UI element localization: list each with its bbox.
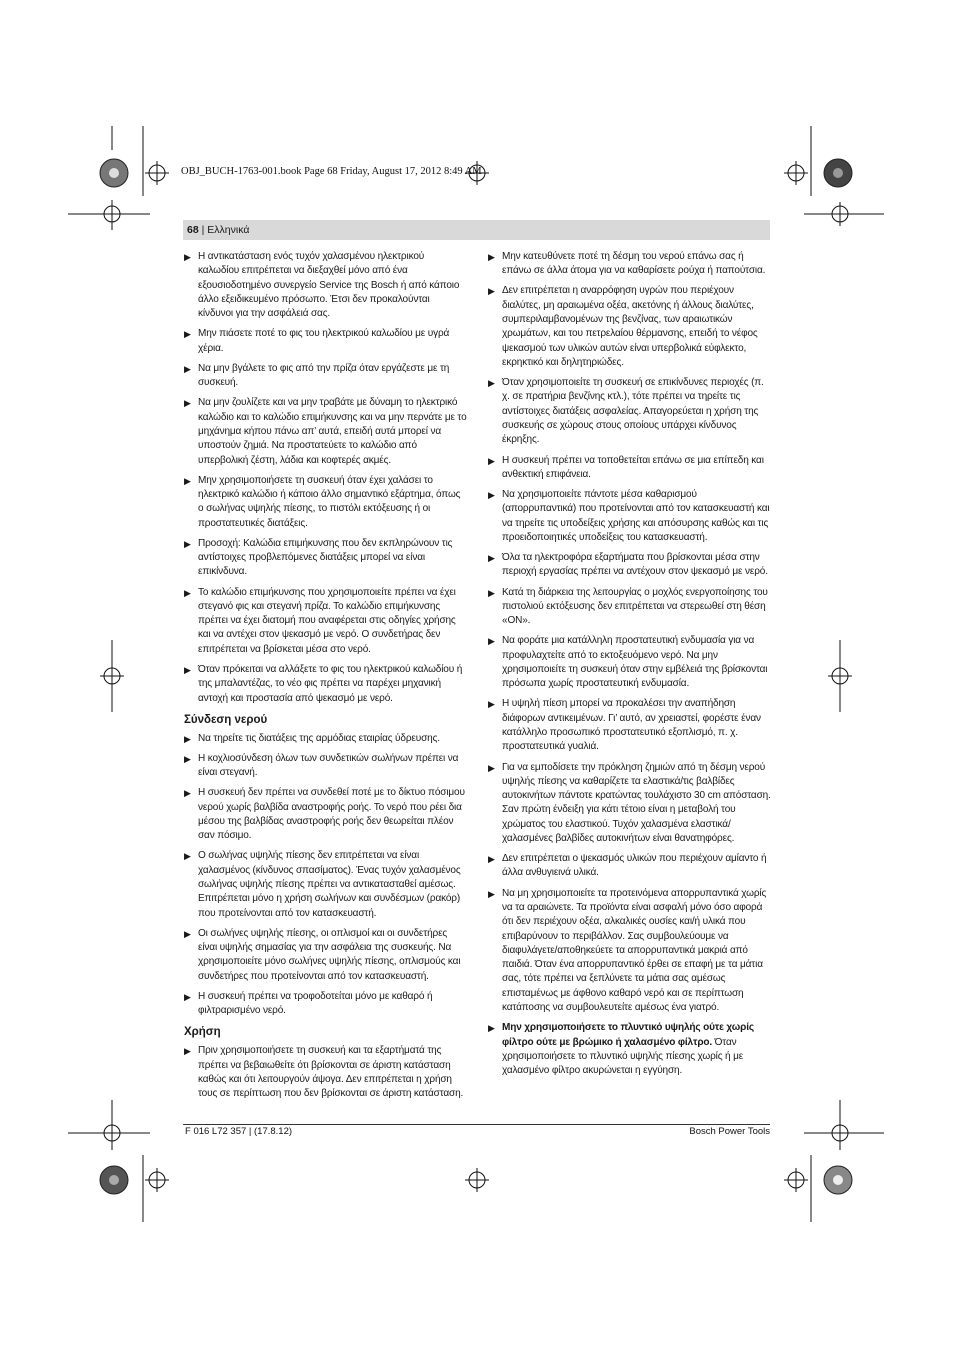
bullet-arrow-icon: ▶ [184, 1046, 191, 1057]
bullet-arrow-icon: ▶ [488, 455, 495, 466]
list-item [184, 752, 467, 781]
bullet-arrow-icon: ▶ [184, 788, 191, 799]
left-items-use [184, 1044, 467, 1101]
bullet-arrow-icon: ▶ [488, 699, 495, 710]
bullet-arrow-icon: ▶ [184, 538, 191, 549]
list-item-text: Δεν επιτρέπεται η αναρρόφηση υγρών που περιέχουν διαλύτες, μη αραιωμένα οξέα, ακετόνης ή άλλους διαλύτες, συμπεριλαμβανομένων της βενζίνας, των αραιωτικών χρωμάτων, και του πετρελαίου θέρμανσης, επειδή το νέφος ψεκασμού των υλικών αυτών είναι υπερβολικά εύφλεκτο, εκρηκτικό και δηλητηριώδες. [502, 285, 758, 368]
list-item [488, 852, 771, 881]
list-item-text: Μην κατευθύνετε ποτέ τη δέσμη του νερού επάνω σας ή επάνω σε άλλα άτομα για να καθαρίσετε ρούχα ή παπούτσια. [502, 251, 766, 277]
bullet-arrow-icon: ▶ [184, 851, 191, 862]
list-item-text: Όταν χρησιμοποιείτε τη συσκευή σε επικίνδυνες περιοχές (π. χ. σε πρατήρια βενζίνης κτλ.), τότε πρέπει να τηρείτε τις αντίστοιχες διατάξεις ασφαλείας. Απαγορεύεται η χρήση της συσκευής σε χώρους στους οποίους υπάρχει κίνδυνος έκρηξης. [502, 377, 764, 446]
bullet-arrow-icon: ▶ [488, 378, 495, 389]
list-item [184, 927, 467, 984]
list-item [488, 634, 771, 691]
header-separator: | [201, 224, 205, 236]
bullet-arrow-icon: ▶ [184, 733, 191, 744]
list-item-text: Ο σωλήνας υψηλής πίεσης δεν επιτρέπεται να είναι χαλασμένος (κίνδυνος σπασίματος). Ένας τυχόν χαλασμένος σωλήνας υψηλής πίεσης πρέπει να αντικατασταθεί αμέσως. Επιτρέπεται μόνο η χρήση σωλήνων και συνδέσμων (ρακόρ) που προτείνονται από τον κατασκευαστή. [198, 850, 461, 919]
list-item [184, 849, 467, 920]
footer-rule [183, 1124, 770, 1125]
bullet-arrow-icon: ▶ [184, 587, 191, 598]
list-item-text: Η αντικατάσταση ενός τυχόν χαλασμένου ηλεκτρικού καλωδίου επιτρέπεται να διεξαχθεί μόνο από ένα εξουσιοδοτημένο συνεργείο Service της Bosch ή από κάποιο άλλο εξειδικευμένο πρόσωπο. Έτσι δεν προκαλούνται κίνδυνοι για την ασφάλειά σας. [198, 251, 460, 320]
bullet-arrow-icon: ▶ [184, 664, 191, 675]
list-item-text: Όλα τα ηλεκτροφόρα εξαρτήματα που βρίσκονται μέσα στην περιοχή εργασίας πρέπει να αντέχουν στον ψεκασμό με νερό. [502, 552, 768, 578]
list-item [488, 1021, 771, 1078]
list-item [184, 663, 467, 706]
list-item-text: Να τηρείτε τις διατάξεις της αρμόδιας εταιρίας ύδρευσης. [198, 732, 440, 744]
bullet-arrow-icon: ▶ [488, 553, 495, 564]
bullet-arrow-icon: ▶ [184, 753, 191, 764]
list-item [488, 284, 771, 370]
list-item [488, 376, 771, 447]
list-item-text: Η συσκευή πρέπει να τοποθετείται επάνω σε μια επίπεδη και ανθεκτική επιφάνεια. [502, 454, 764, 480]
bullet-arrow-icon: ▶ [184, 928, 191, 939]
list-item-text: Δεν επιτρέπεται ο ψεκασμός υλικών που περιέχουν αμίαντο ή άλλα ανθυγιεινά υλικά. [502, 853, 767, 879]
list-item [488, 761, 771, 847]
warning-bold-text: Μην χρησιμοποιήσετε το πλυντικό υψηλής ούτε χωρίς φίλτρο ούτε με βρώμικο ή χαλασμένο φίλτρο. [502, 1022, 754, 1048]
list-item-text: Μην πιάσετε ποτέ το φις του ηλεκτρικού καλωδίου με υγρά χέρια. [198, 328, 450, 354]
footer-doc-code: F 016 L72 357 | (17.8.12) [185, 1126, 293, 1137]
list-item-text: Να μη χρησιμοποιείτε τα προτεινόμενα απορρυπαντικά χωρίς να τα αραιώνετε. Τα προϊόντα είναι ασφαλή μόνο όσο αφορά ότι δεν περιέχουν οξέα, αλκαλικές ουσίες και/ή υλικά που επιβαρύνουν το περιβάλλον. Σας συμβουλεύουμε να διαφυλάγετε/αποθηκεύετε τα απορρυπαντικά μακριά από παιδιά. Όταν ένα απορρυπαντικό έρθει σε επαφή με τα μάτια σας, τότε πρέπει να ξεπλύνετε τα μάτια σας αμέσως επισταμένως με άφθονο καθαρό νερό και σε περίπτωση κατάποσης να συμβουλευτείτε αμέσως ένα γιατρό. [502, 887, 767, 1014]
list-item-text: Μην χρησιμοποιήσετε τη συσκευή όταν έχει χαλάσει το ηλεκτρικό καλώδιο ή κάποιο άλλο σημαντικό εξάρτημα, όπως ο σωλήνας υψηλής πίεσης, το πιστόλι εκτόξευσης ή οι προστατευτικές διατάξεις. [198, 474, 461, 529]
list-item [488, 454, 771, 483]
list-item [488, 488, 771, 545]
footer-brand: Bosch Power Tools [689, 1126, 770, 1137]
bullet-arrow-icon: ▶ [488, 490, 495, 501]
bullet-arrow-icon: ▶ [184, 475, 191, 486]
list-item-text: Όταν πρόκειται να αλλάξετε το φις του ηλεκτρικού καλωδίου ή της μπαλαντέζας, το νέο φις πρέπει να παρέχει μηχανική αντοχή και προστασία από ψεκασμό με νερό. [198, 663, 463, 704]
bullet-arrow-icon: ▶ [488, 762, 495, 773]
bullet-arrow-icon: ▶ [184, 363, 191, 374]
bullet-arrow-icon: ▶ [488, 252, 495, 262]
list-item-text: Η υψηλή πίεση μπορεί να προκαλέσει την αναπήδηση διάφορων αντικειμένων. Γι’ αυτό, αν χρειαστεί, φορέστε έναν κατάλληλο προσωπικό προστατευτικό εξοπλισμό, π. χ. προστατευτικά γυαλιά. [502, 698, 761, 753]
bullet-arrow-icon: ▶ [488, 888, 495, 899]
list-item-text: Για να εμποδίσετε την πρόκληση ζημιών από τη δέσμη νερού υψηλής πίεσης να καθαρίζετε τα ελαστικά/τις βαλβίδες αυτοκινήτων πάντοτε κρατώντας τουλάχιστο 30 cm απόσταση. Σαν πρώτη ένδειξη για κάτι τέτοιο είναι η μεταβολή του χρώματος του ελαστικού. Τυχόν χαλασμένα ελαστικά/χαλασμένες βαλβίδες αυτοκινήτων είναι θανατηφόρες. [502, 761, 771, 844]
bullet-arrow-icon: ▶ [184, 991, 191, 1002]
list-item [488, 250, 771, 279]
bullet-arrow-icon: ▶ [488, 1023, 495, 1034]
list-item [184, 786, 467, 843]
list-item [184, 1044, 467, 1101]
list-item-text: Η κοχλιοσύνδεση όλων των συνδετικών σωλήνων πρέπει να είναι στεγανή. [198, 752, 459, 779]
left-items-water [184, 732, 467, 1019]
warning-text: Όταν χρησιμοποιήσετε το πλυντικό υψηλής πίεσης χωρίς ή με χαλασμένο φίλτρο ακυρώνεται η εγγύηση. [502, 1036, 744, 1077]
right-items [488, 250, 771, 1015]
list-item-text: Κατά τη διάρκεια της λειτουργίας ο μοχλός ενεργοποίησης του πιστολιού εκτόξευσης δεν επιτρέπεται να στερεωθεί στη θέση «ON». [502, 586, 768, 627]
list-item [184, 327, 467, 356]
list-item [184, 362, 467, 391]
list-item-text: Να χρησιμοποιείτε πάντοτε μέσα καθαρισμού (απορρυπαντικά) που προτείνονται από τον κατασκευαστή και να τηρείτε τις υποδείξεις χρήσης και απόσυρσης καθώς και τις προειδοποιητικές υποδείξεις του κατασκευαστή. [502, 489, 770, 543]
bullet-arrow-icon: ▶ [184, 252, 191, 262]
bullet-arrow-icon: ▶ [184, 329, 191, 340]
bullet-arrow-icon: ▶ [488, 286, 495, 297]
list-item-text: Η συσκευή δεν πρέπει να συνδεθεί ποτέ με το δίκτυο πόσιμου νερού χωρίς βαλβίδα αναστροφής ροής. Το νερό που ρέει δια μέσου της βαλβίδας αναστροφής ροής δεν θεωρείται πλέον σαν πόσιμο. [198, 787, 465, 842]
bullet-arrow-icon: ▶ [184, 398, 191, 409]
list-item [488, 887, 771, 1016]
list-item [184, 474, 467, 531]
list-item [184, 250, 467, 321]
list-item-text: Οι σωλήνες υψηλής πίεσης, οι οπλισμοί και οι συνδετήρες είναι υψηλής σημασίας για την ασφάλεια της συσκευής. Να χρησιμοποιείτε μόνο σωλήνες υψηλής πίεσης, οπλισμούς και συνδετήρες που προτείνονται από τον κατασκευαστή. [198, 927, 461, 982]
list-item-text: Το καλώδιο επιμήκυνσης που χρησιμοποιείτε πρέπει να έχει στεγανό φις και στεγανή πρίζα. Το καλώδιο επιμήκυνσης πρέπει να έχει διατομή που αναφέρεται στις οδηγίες χρήσης και να αντέχει στον ψεκασμό με νερό. Ο συνδετήρας δεν επιτρέπεται να βρίσκεται μέσα στο νερό. [198, 586, 456, 655]
list-item-text: Προσοχή: Καλώδια επιμήκυνσης που δεν εκπληρώνουν τις αντίστοιχες προβλεπόμενες διατάξεις μπορεί να είναι επικίνδυνα. [198, 537, 453, 578]
list-item-text: Να φοράτε μια κατάλληλη προστατευτική ενδυμασία για να προφυλαχτείτε από το εκτοξευόμενο νερό. Να μην χρησιμοποιείτε τη συσκευή όταν στην εμβέλειά της βρίσκονται πρόσωπα χωρίς προστατευτική ενδυμασία. [502, 635, 768, 690]
list-item [184, 396, 467, 467]
page-number: 68 [187, 224, 199, 236]
list-item [184, 990, 467, 1019]
list-item-text: Πριν χρησιμοποιήσετε τη συσκευή και τα εξαρτήματά της πρέπει να βεβαιωθείτε ότι βρίσκονται σε άριστη κατάσταση καθώς και ότι λειτουργούν άψογα. Δεν επιτρέπεται η χρήση τους σε περίπτωση που δεν βρίσκονται σε άριστη κατάσταση. [198, 1045, 464, 1100]
bullet-arrow-icon: ▶ [488, 636, 495, 647]
heading-water-connection: Σύνδεση νερού [184, 713, 268, 726]
list-item-text: Να μην ζουλίζετε και να μην τραβάτε με δύναμη το ηλεκτρικό καλώδιο και το καλώδιο επιμήκυνσης και να μην περνάτε με το μηχάνημα κήπου πάνω απ’ αυτά, επειδή αυτά μπορεί να υποστούν ζημιά. Να προστατεύετε το καλώδιο από υπερβολική ζέστη, λάδια και κοφτερές ακμές. [198, 397, 467, 466]
left-items-top [184, 250, 467, 706]
page-header [183, 220, 770, 240]
header-language: Ελληνικά [207, 224, 250, 236]
right-column [488, 250, 771, 1084]
list-item [488, 697, 771, 754]
list-item [184, 537, 467, 580]
list-item [488, 551, 771, 580]
heading-usage: Χρήση [184, 1026, 221, 1039]
list-item [184, 732, 467, 746]
bullet-arrow-icon: ▶ [488, 854, 495, 865]
list-item [488, 586, 771, 629]
bullet-arrow-icon: ▶ [488, 587, 495, 598]
list-item-text: Να μην βγάλετε το φις από την πρίζα όταν εργάζεστε με τη συσκευή. [198, 362, 450, 389]
list-item-text: Η συσκευή πρέπει να τροφοδοτείται μόνο με καθαρό ή φιλτραρισμένο νερό. [198, 990, 433, 1017]
list-item [184, 586, 467, 657]
print-info: OBJ_BUCH-1763-001.book Page 68 Friday, August 17, 2012 8:49 AM [181, 166, 482, 177]
left-column [184, 250, 467, 1108]
